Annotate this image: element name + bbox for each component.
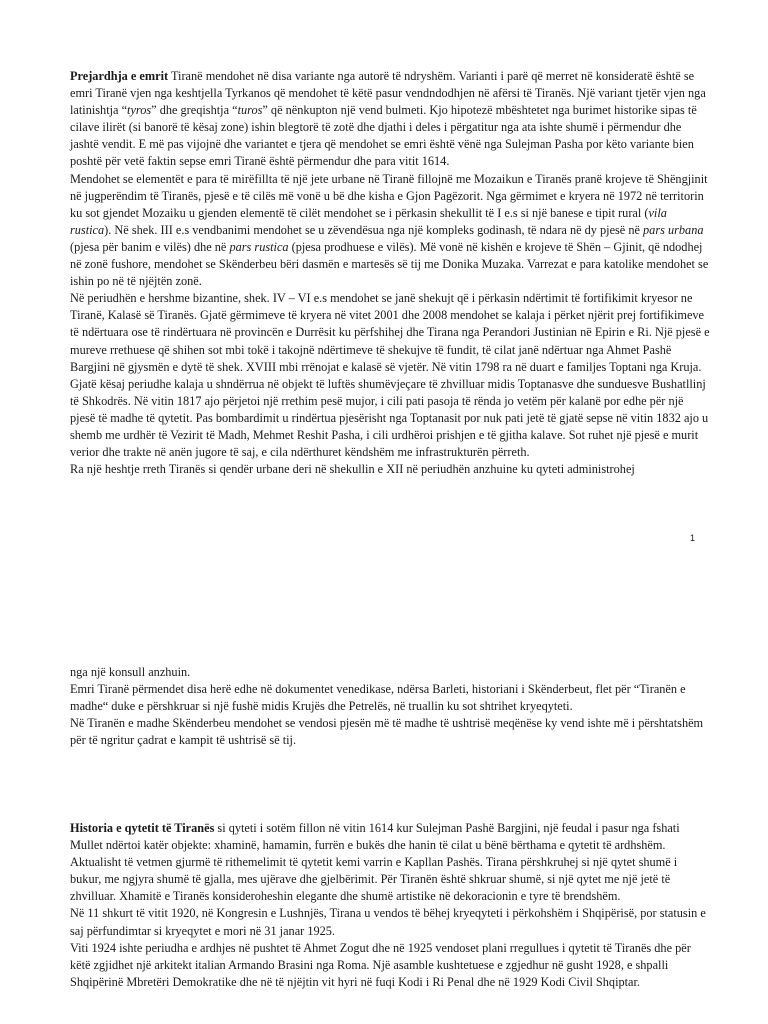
section-heading-origin: Prejardhja e emrit [70, 69, 169, 83]
page-2-text [70, 664, 710, 749]
capital-paragraph: Në 11 shkurt të vitit 1920, në Kongresin e Lushnjës, Tirana u vendos të bëhej kryeqyteti i përkohshëm i Shqipërisë, por statusin e saj përfundimtar si kryeqytet e mori në 31 janar 1925. [70, 906, 706, 938]
anjou-paragraph: Ra një heshtje rreth Tiranës si qendër urbane deri në shekullin e XII në periudhën anzhuine ku qyteti administrohej [70, 462, 635, 477]
section-heading-history: Historia e qytetit të Tiranës [70, 821, 215, 835]
origin-paragraph: Prejardhja e emrit Tiranë mendohet në disa variante nga autorë të ndryshëm. Varianti i parë që merret në konsideratë është se emri Tiranë vjen nga keshtjella Tyrkanos që mendohet të këtë pasur vendndodhjen në afërsi të Tiranës. Një variant tjetër vjen nga latinishtja “tyros” dhe greqishtja “turos” që nënkupton një vend bulmeti. Kjo hipotezë mbështetet nga burimet historike sipas të cilave ilirët (si banorë të kësaj zone) ishin blegtorë të zotë dhe djathi i deles i përgatitur nga ata ishte shumë i përmendur dhe jashtë vendit. E më pas vijojnë dhe variantet e tjera që mendohet se emri është vënë nga Sulejman Pasha por këto variante bien poshtë për vetë faktin sepse emri Tiranë është përmendur dhe para vitit 1614. [70, 69, 706, 169]
consul-paragraph: nga një konsull anzhuin. [70, 665, 191, 679]
mosaic-paragraph: Mendohet se elementët e para të mirëfillta të një jete urbane në Tiranë fillojnë me Mozaikun e Tiranës pranë krojeve të Shëngjinit në jugperëndim të Tiranës, pjesë e të cilës më vonë u bë dhe kisha e Gjon Pagëzorit. Nga gërmimet e kryera në 1972 në territorin ku sot gjendet Mozaiku u gjenden elementë të cilët mendohet se i përkasin shekullit të I e.s si një banese e tipit rural (vila rustica). Në shek. III e.s vendbanimi mendohet se u zëvendësua nga një kompleks godinash, të ndara në dy pjesë në pars urbana (pjesa për banim e vilës) dhe në pars rustica (pjesa prodhuese e vilës). Më vonë në kishën e krojeve të Shën – Gjinit, që ndodhej në zonë fushore, mendohet se Skënderbeu bëri dasmën e martesës së tij me Donika Muzaka. Varrezat e para katolike mendohet se ishin po në të njëjtën zonë. [70, 171, 709, 289]
skanderbeg-paragraph: Në Tiranën e madhe Skënderbeu mendohet se vendosi pjesën më të madhe të ushtrisë meqënëse ky vend ishte më i përshtatshëm për të ngritur çadrat e kampit të ushtrisë së tij. [70, 716, 704, 748]
history-paragraph: Historia e qytetit të Tiranës si qyteti i sotëm fillon në vitin 1614 kur Sulejman Pashë Bargjini, një feudal i pasur nga fshati Mullet ndërtoi katër objekte: xhaminë, hamamin, furrën e bukës dhe hanin të cilat u bënë bërthama e qytetit të ardhshëm. Aktualisht të vetmen gjurmë të rithemelimit të qytetit kemi varrin e Kapllan Pashës. Tirana përshkruhej si një qytet shumë i bukur, me ngjyra shumë të gjalla, mes ujërave dhe gjelbërimit. Për Tiranën është shkruar shumë, si një qytet me një jetë të zhvilluar. Xhamitë e Tiranës konsideroheshin elegante dhe shumë artistike në dekoracionin e tyre të brendshëm. [70, 821, 680, 904]
venetian-paragraph: Emri Tiranë përmendet disa herë edhe në dokumentet venedikase, ndërsa Barleti, historiani i Skënderbeut, flet për “Tiranën e madhe“ duke e përshkruar si një fushë midis Krujës dhe Petrelës, në truallin ku sot shtrihet kryeqyteti. [70, 682, 686, 714]
castle-paragraph: Në periudhën e hershme bizantine, shek. IV – VI e.s mendohet se janë shekujt që i përkasin ndërtimit të fortifikimit kryesor ne Tiranë, Kalasë së Tiranës. Gjatë gërmimeve të kryera në vitet 2001 dhe 2008 mendohet se kalaja i përket njërit prej fortifikimeve të ndërtuara ose të rindërtuara në provincën e Durrësit ku përfshihej dhe Tirana nga Perandori Justinian në Epirin e Ri. Një pjesë e mureve rrethuese që shihen sot mbi tokë i takojnë ndërtimeve të shekujve të fundit, të cilat janë ndërtuar nga Ahmet Pashë Bargjini në gjysmën e dytë të shek. XVIII mbi rrënojat e kalasë së vjetër. Në vitin 1798 ra në duart e familjes Toptani nga Kruja. Gjatë kësaj periudhe kalaja u shndërrua në objekt të luftës shumëvjeçare të zhvilluar midis Toptanasve dhe sunduesve Bushatllinj të Shkodrës. Në vitin 1817 ajo përjetoi një rrethim pesë mujor, i cili pati pasoja të rënda jo vetëm për kalanë por edhe për një pjesë të madhe të qytetit. Pas bombardimit u rindërtua pjesërisht nga Toptanasit por nuk pati jetë të gjatë sepse në vitin 1832 ajo u shemb me urdhër të Vezirit të Madh, Mehmet Reshit Pasha, i cili urdhëroi prishjen e të gjitha kalave. Sot ruhet një pjesë e murit verior dhe trakte në anën jugore të saj, e cila ndërthuret këndshëm me infrastrukturën përreth. [70, 291, 710, 460]
page-1-text [70, 68, 710, 478]
page-3-text [70, 820, 710, 991]
page-number: 1 [690, 533, 696, 543]
zog-paragraph: Viti 1924 ishte periudha e ardhjes në pushtet të Ahmet Zogut dhe në 1925 vendoset plani rregullues i qytetit të Tiranës dhe për këtë zgjidhet një arkitekt italian Armando Brasini nga Roma. Një asamble kushtetuese e zgjedhur në gusht 1928, e shpalli Shqipërinë Mbretëri Demokratike dhe në të njëjtin vit hyri në fuqi Kodi i Ri Penal dhe në 1929 Kodi Civil Shqiptar. [70, 940, 691, 989]
